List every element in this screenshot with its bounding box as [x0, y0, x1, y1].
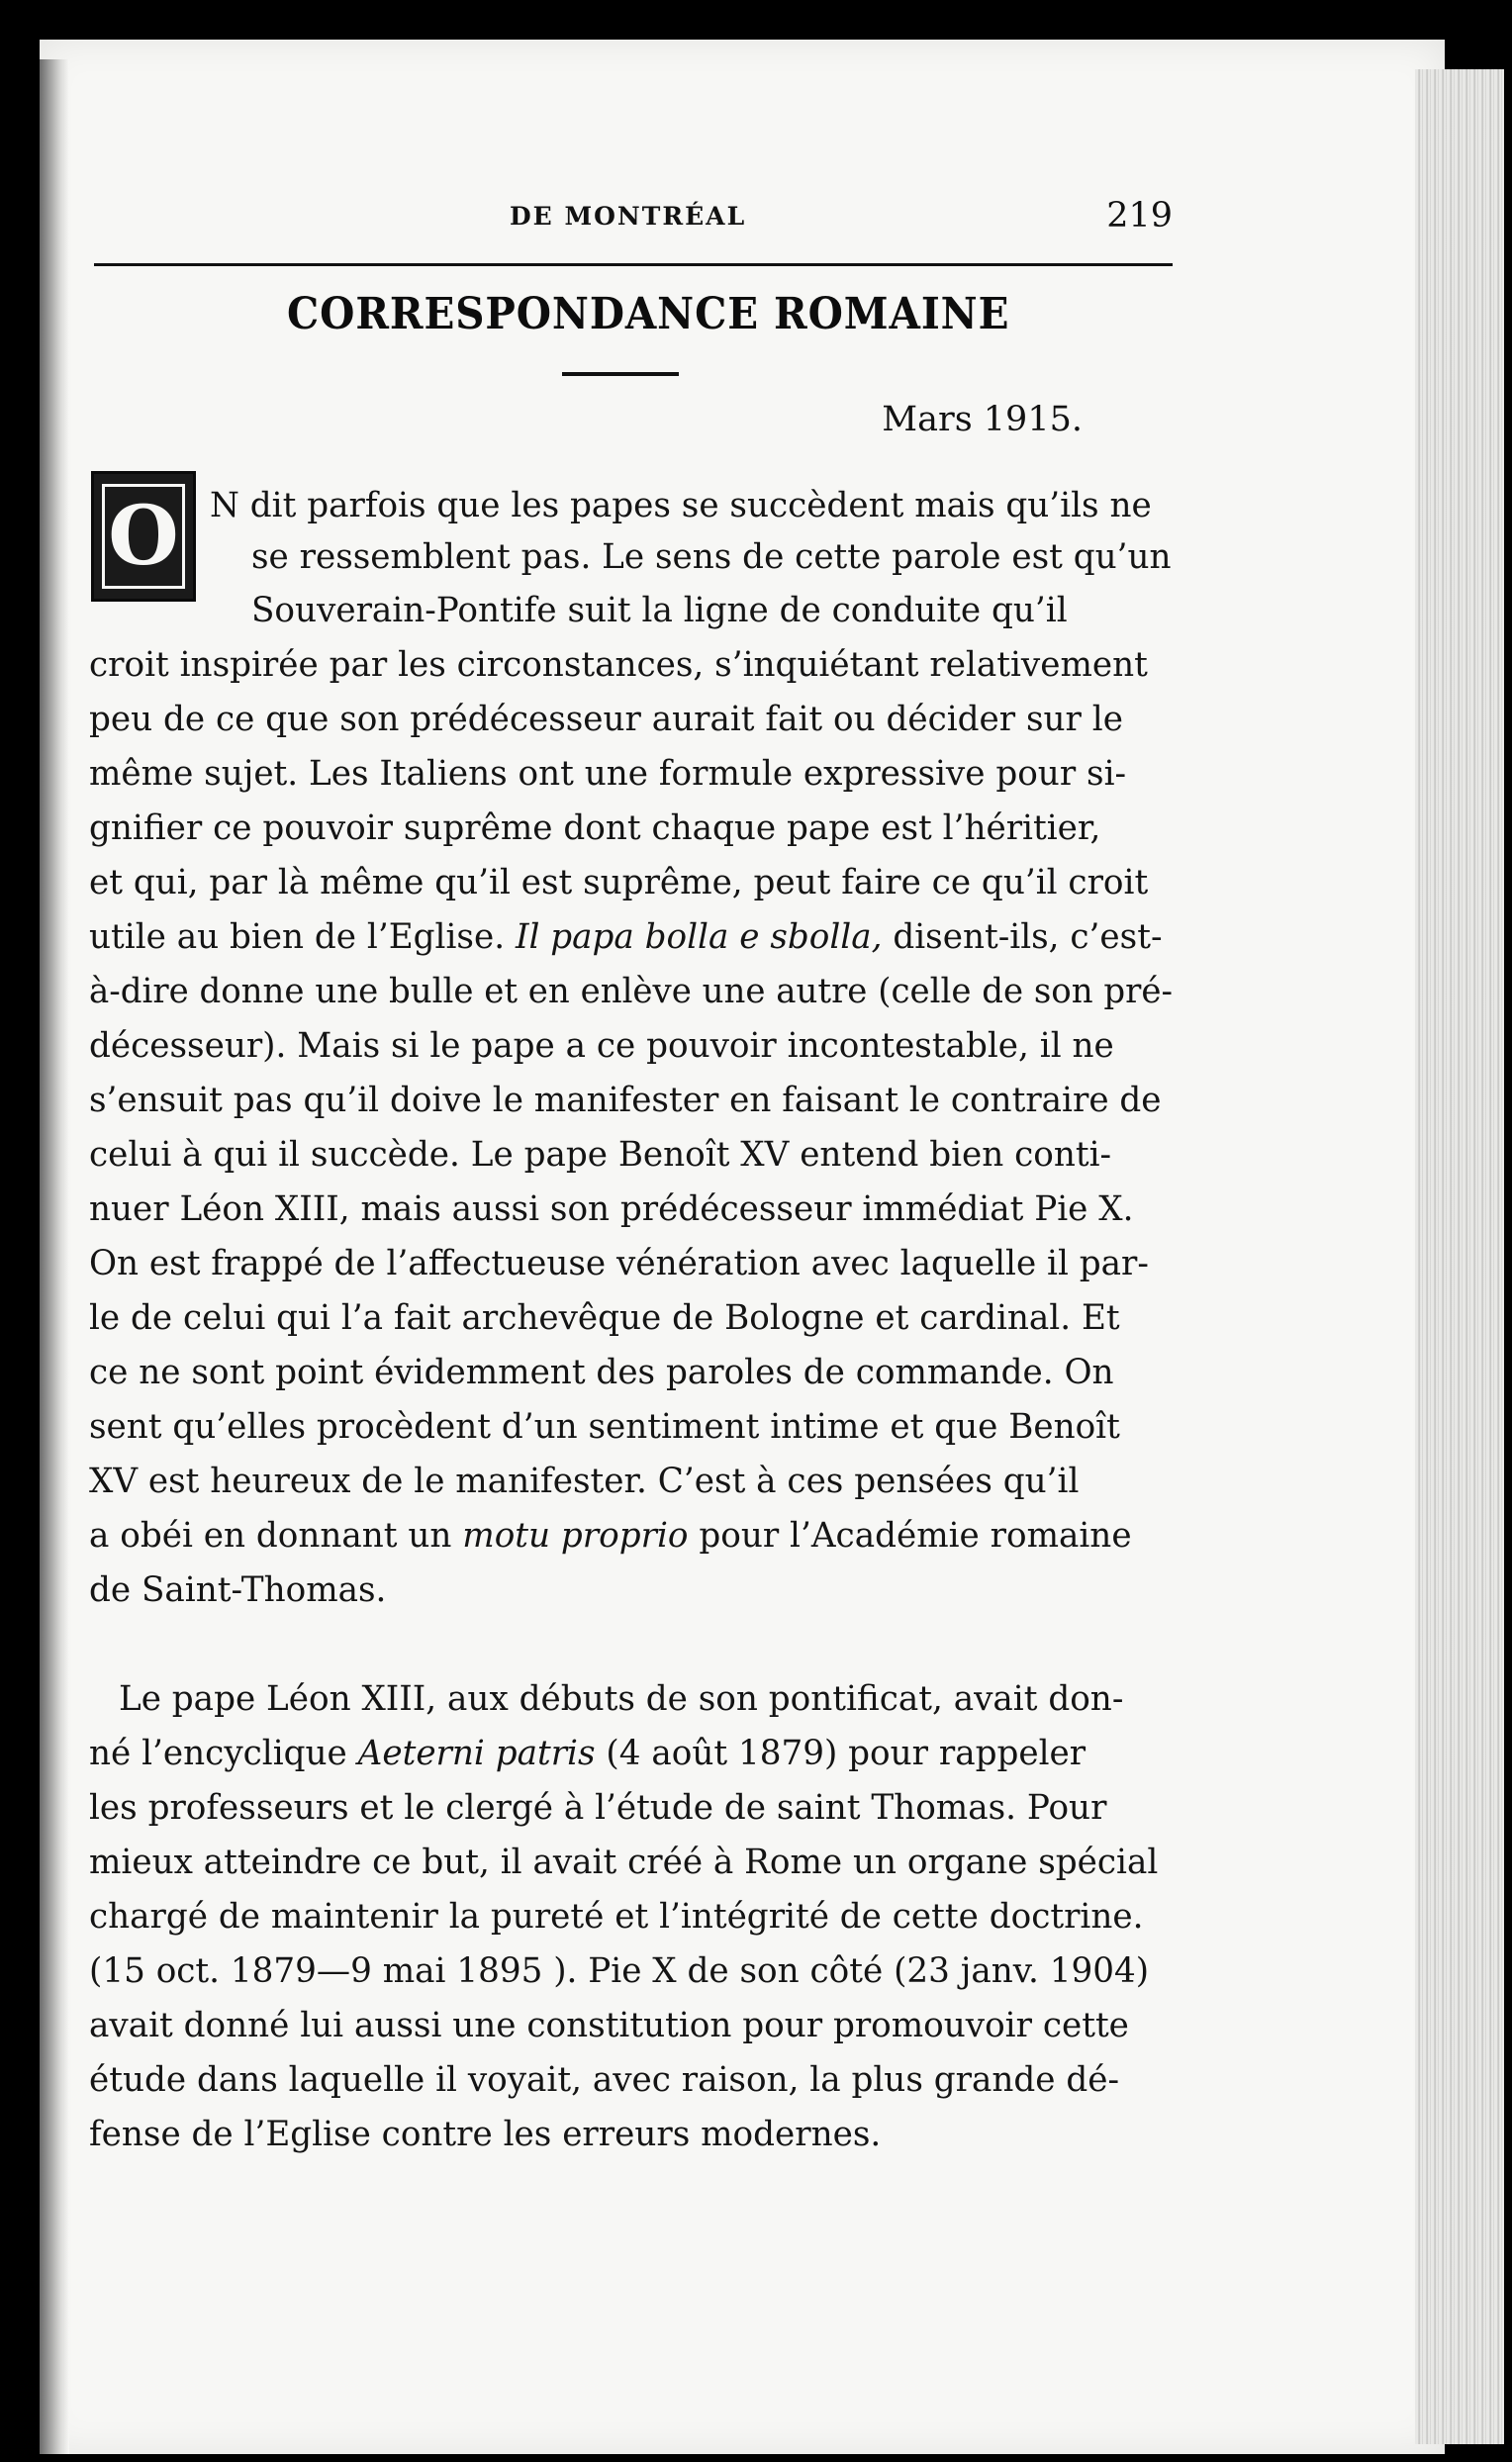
text-line: nuer Léon XIII, mais aussi son prédécesseur immédiat Pie X.	[89, 1189, 1134, 1229]
text-line: se ressemblent pas. Le sens de cette parole est qu’un	[251, 537, 1172, 577]
page-gutter	[40, 59, 69, 2454]
text-line: à-dire donne une bulle et en enlève une autre (celle de son pré-	[89, 972, 1173, 1011]
italic-phrase: Aeterni patris	[357, 1734, 596, 1773]
text-line: croit inspirée par les circonstances, s’inquiétant relativement	[89, 645, 1148, 685]
dateline: Mars 1915.	[882, 400, 1083, 439]
text-line: le de celui qui l’a fait archevêque de Bologne et cardinal. Et	[89, 1298, 1120, 1338]
text-line: fense de l’Eglise contre les erreurs modernes.	[89, 2115, 882, 2154]
dropcap-letter: O	[102, 484, 185, 589]
text-line: les professeurs et le clergé à l’étude de saint Thomas. Pour	[89, 1788, 1107, 1828]
title-rule	[562, 372, 679, 376]
text-line: ce ne sont point évidemment des paroles de commande. On	[89, 1353, 1114, 1392]
text-line: (15 oct. 1879—9 mai 1895 ). Pie X de son côté (23 janv. 1904)	[89, 1951, 1150, 1991]
text-segment: (4 août 1879) pour rappeler	[606, 1734, 1087, 1773]
text-line: étude dans laquelle il voyait, avec raison, la plus grande dé-	[89, 2060, 1120, 2100]
text-line: s’ensuit pas qu’il doive le manifester en faisant le contraire de	[89, 1081, 1162, 1120]
article-title: CORRESPONDANCE ROMAINE	[287, 289, 1010, 339]
dropcap-initial	[91, 471, 196, 602]
text-segment: disent-ils, c’est-	[893, 917, 1163, 957]
text-line	[89, 1734, 1087, 1773]
text-line: mieux atteindre ce but, il avait créé à Rome un organe spécial	[89, 1843, 1159, 1882]
text-line: et qui, par là même qu’il est suprême, peut faire ce qu’il croit	[89, 863, 1149, 902]
text-line: Le pape Léon XIII, aux débuts de son pontificat, avait don-	[119, 1679, 1124, 1719]
text-line: décesseur). Mais si le pape a ce pouvoir incontestable, il ne	[89, 1026, 1114, 1066]
italic-phrase: motu proprio	[462, 1516, 689, 1556]
italic-phrase: Il papa bolla e sbolla,	[515, 917, 883, 957]
page-edges	[1415, 69, 1504, 2444]
text-line: celui à qui il succède. Le pape Benoît XV entend bien conti-	[89, 1135, 1112, 1175]
text-line: chargé de maintenir la pureté et l’intégrité de cette doctrine.	[89, 1897, 1144, 1937]
text-line: sent qu’elles procèdent d’un sentiment intime et que Benoît	[89, 1407, 1120, 1447]
text-line: avait donné lui aussi une constitution pour promouvoir cette	[89, 2006, 1129, 2045]
text-line: de Saint-Thomas.	[89, 1570, 387, 1610]
header-rule	[94, 263, 1173, 266]
text-line: Souverain-Pontife suit la ligne de conduite qu’il	[251, 591, 1068, 630]
text-segment: utile au bien de l’Eglise.	[89, 917, 506, 957]
text-line: XV est heureux de le manifester. C’est à ces pensées qu’il	[89, 1462, 1080, 1501]
text-segment: né l’encyclique	[89, 1734, 347, 1773]
text-line	[89, 917, 1163, 957]
text-line: N dit parfois que les papes se succèdent mais qu’ils ne	[210, 486, 1152, 525]
text-line: même sujet. Les Italiens ont une formule expressive pour si-	[89, 754, 1127, 794]
text-line: On est frappé de l’affectueuse vénération avec laquelle il par-	[89, 1244, 1149, 1283]
text-line: gnifier ce pouvoir suprême dont chaque pape est l’héritier,	[89, 808, 1101, 848]
text-segment: a obéi en donnant un	[89, 1516, 452, 1556]
running-title: DE MONTRÉAL	[510, 202, 747, 231]
page-header	[94, 196, 1173, 255]
text-line	[89, 1516, 1132, 1556]
page-number: 219	[1106, 196, 1173, 236]
text-line: peu de ce que son prédécesseur aurait fait ou décider sur le	[89, 700, 1123, 739]
text-segment: pour l’Académie romaine	[699, 1516, 1132, 1556]
